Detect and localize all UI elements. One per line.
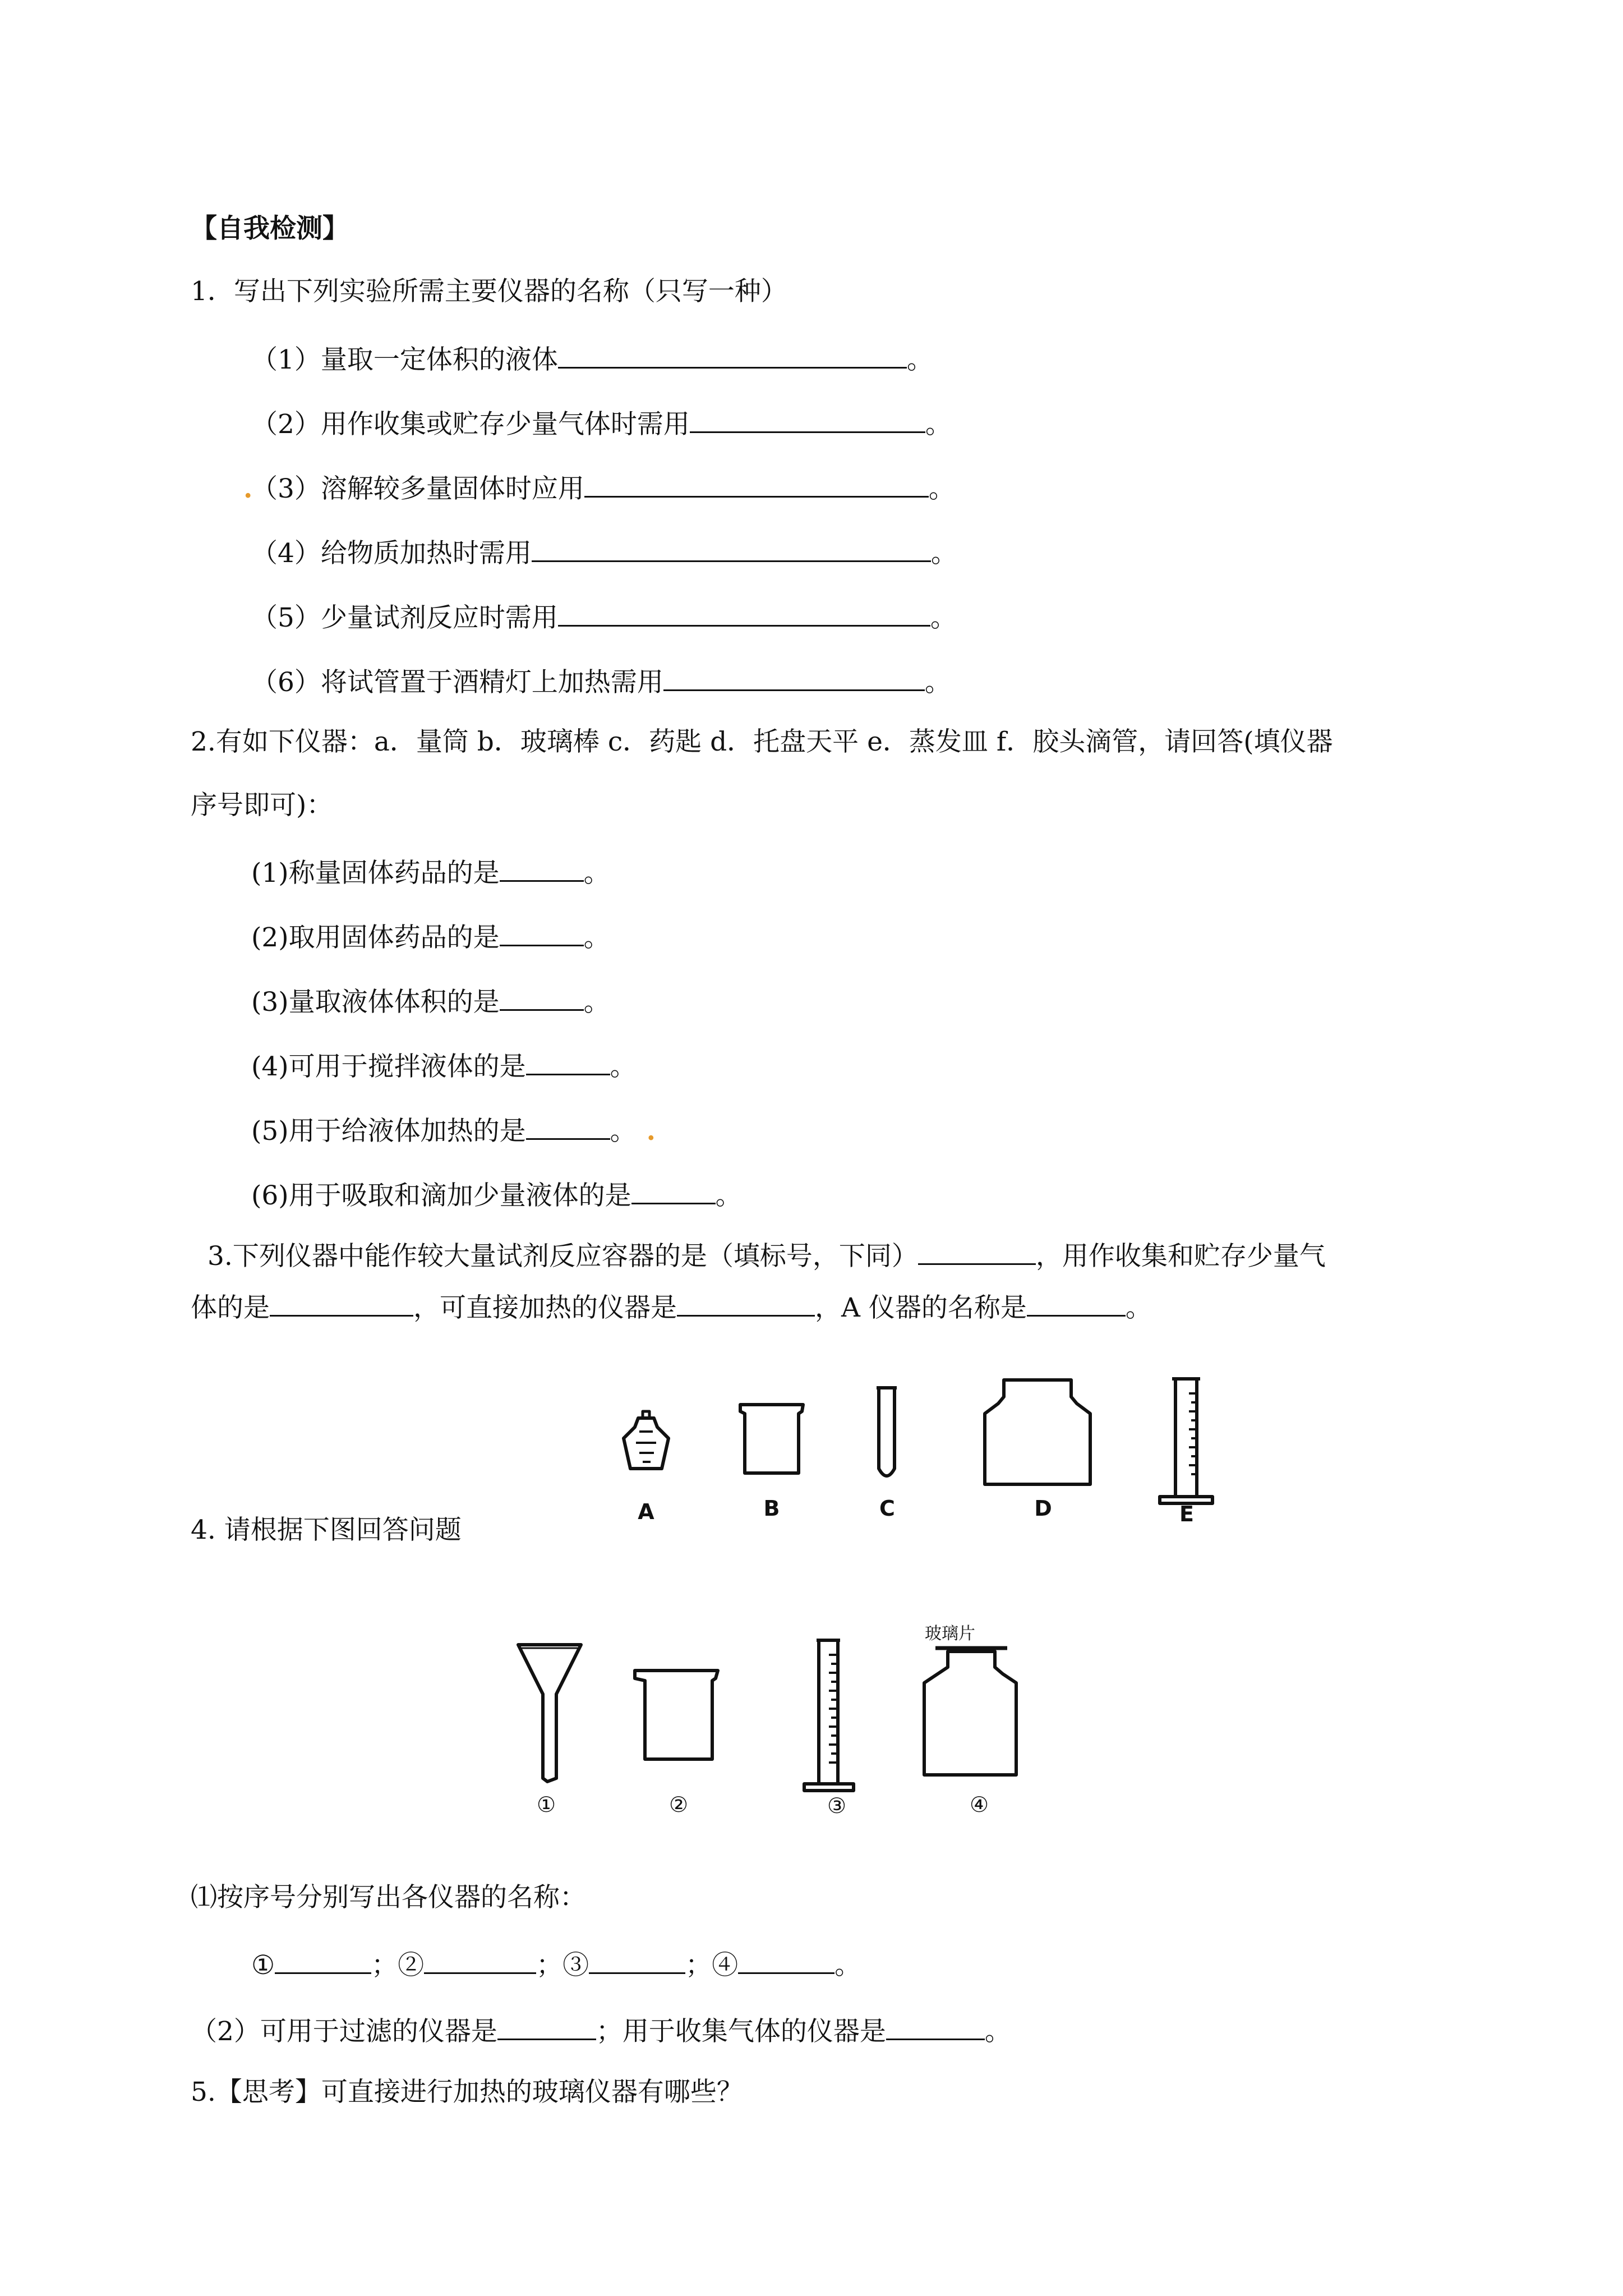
figure-label-d: D bbox=[1034, 1496, 1052, 1521]
q1-item-3-blank[interactable] bbox=[584, 470, 929, 498]
q3-line1 bbox=[208, 1237, 1326, 1273]
q1-item-2-label: （2）用作收集或贮存少量气体时需用 bbox=[251, 409, 690, 440]
alcohol-lamp-icon bbox=[624, 1411, 668, 1469]
q1-item-1 bbox=[251, 341, 933, 377]
q3-blank-direct-heating[interactable] bbox=[677, 1289, 815, 1317]
q4-sub2-end: 。 bbox=[984, 2016, 1011, 2047]
q4-name-4-blank[interactable] bbox=[738, 1947, 834, 1974]
q1-item-6-blank[interactable] bbox=[663, 664, 925, 691]
beaker-icon bbox=[740, 1405, 803, 1473]
q2-item-6-label: (6)用于吸取和滴加少量液体的是 bbox=[251, 1180, 631, 1211]
q4-blank-filtering[interactable] bbox=[497, 2013, 596, 2040]
q3-blank-gas-storage[interactable] bbox=[270, 1289, 413, 1317]
q1-item-6-end: 。 bbox=[924, 667, 951, 698]
figure-label-1: ① bbox=[536, 1792, 556, 1817]
q3-line2-text-a: 体的是 bbox=[191, 1292, 270, 1323]
q5-text: 5.【思考】可直接进行加热的玻璃仪器有哪些？ bbox=[191, 2077, 743, 2108]
q1-item-5-end: 。 bbox=[930, 602, 957, 633]
q4-stem: 4. 请根据下图回答问题 bbox=[191, 1515, 462, 1545]
q1-stem: 1．写出下列实验所需主要仪器的名称（只写一种） bbox=[191, 276, 787, 307]
q1-item-4-label: （4）给物质加热时需用 bbox=[251, 538, 532, 569]
q1-item-4 bbox=[251, 535, 957, 570]
q4-name-3-label: ③ bbox=[562, 1950, 589, 1981]
orange-dot-mark: . bbox=[646, 1116, 656, 1147]
q2-item-3-end: 。 bbox=[583, 987, 610, 1018]
q4-sep-3: ； bbox=[685, 1950, 712, 1981]
figure-label-3: ③ bbox=[827, 1793, 847, 1818]
q3-line1-text-b: ，用作收集和贮存少量气 bbox=[1035, 1241, 1326, 1272]
q1-item-1-end: 。 bbox=[906, 344, 933, 375]
q2-item-5 bbox=[251, 1112, 656, 1148]
beaker-icon bbox=[635, 1671, 718, 1759]
q2-item-3 bbox=[251, 983, 610, 1019]
figure-label-4: ④ bbox=[969, 1792, 989, 1817]
q2-item-2-end: 。 bbox=[583, 922, 610, 953]
q2-stem-line2: 序号即可)： bbox=[191, 790, 333, 821]
q1-item-1-blank[interactable] bbox=[558, 341, 907, 369]
figure-label-2: ② bbox=[668, 1792, 689, 1817]
q4-sep-1: ； bbox=[371, 1950, 398, 1981]
figure-label-b: B bbox=[763, 1496, 780, 1521]
q1-item-6 bbox=[251, 664, 951, 700]
q2-item-2 bbox=[251, 919, 610, 955]
q1-item-5-label: （5）少量试剂反应时需用 bbox=[251, 602, 558, 633]
q2-item-2-blank[interactable] bbox=[500, 919, 584, 946]
q2-item-4-end: 。 bbox=[610, 1051, 637, 1082]
q4-sub2-text-a: （2）可用于过滤的仪器是 bbox=[191, 2016, 497, 2047]
q3-blank-a-name[interactable] bbox=[1027, 1289, 1126, 1317]
graduated-cylinder-icon bbox=[804, 1640, 854, 1791]
figure-label-e: E bbox=[1179, 1502, 1194, 1526]
figure-label-a: A bbox=[638, 1499, 654, 1524]
q1-item-4-end: 。 bbox=[930, 538, 957, 569]
q2-item-4 bbox=[251, 1048, 637, 1084]
q2-item-1 bbox=[251, 854, 610, 890]
q2-item-3-label: (3)量取液体体积的是 bbox=[251, 987, 500, 1018]
q2-item-4-label: (4)可用于搅拌液体的是 bbox=[251, 1051, 526, 1082]
q3-line2-text-c: ，A 仪器的名称是 bbox=[815, 1292, 1027, 1323]
q2-stem-line1: 2.有如下仪器：a．量筒 b．玻璃棒 c．药匙 d．托盘天平 e．蒸发皿 f．胶头滴管，请回答(填仪器 bbox=[191, 726, 1333, 757]
q4-sep-2: ； bbox=[536, 1950, 563, 1981]
q4-names-row bbox=[251, 1947, 861, 1982]
figure-label-c: C bbox=[879, 1496, 895, 1521]
q4-name-1-blank[interactable] bbox=[275, 1947, 371, 1974]
q1-item-3-end: 。 bbox=[928, 473, 955, 504]
q2-item-4-blank[interactable] bbox=[526, 1048, 610, 1075]
q1-item-5 bbox=[251, 599, 957, 635]
q4-name-4-label: ④ bbox=[712, 1950, 739, 1981]
q3-line2-text-b: ，可直接加热的仪器是 bbox=[413, 1292, 677, 1323]
q2-item-2-label: (2)取用固体药品的是 bbox=[251, 922, 500, 953]
q4-sub1: ⑴按序号分别写出各仪器的名称： bbox=[191, 1882, 586, 1913]
q4-blank-gas-collection[interactable] bbox=[886, 2013, 985, 2040]
q1-item-2-blank[interactable] bbox=[690, 406, 925, 433]
q2-item-5-label: (5)用于给液体加热的是 bbox=[251, 1116, 526, 1147]
q2-item-3-blank[interactable] bbox=[500, 983, 584, 1011]
q3-line2-end: 。 bbox=[1125, 1292, 1152, 1323]
gas-jar-with-glass-plate-icon bbox=[924, 1648, 1016, 1775]
q4-name-2-label: ② bbox=[398, 1950, 425, 1981]
q1-item-6-label: （6）将试管置于酒精灯上加热需用 bbox=[251, 667, 663, 698]
gas-jar-icon bbox=[985, 1380, 1090, 1484]
q2-item-1-blank[interactable] bbox=[500, 854, 584, 882]
q2-item-5-end: 。 bbox=[610, 1116, 637, 1147]
q1-item-2 bbox=[251, 406, 952, 441]
q2-item-5-blank[interactable] bbox=[526, 1112, 610, 1140]
q3-line1-text-a: 3.下列仪器中能作较大量试剂反应容器的是（填标号，下同） bbox=[208, 1241, 918, 1272]
q2-item-1-end: 。 bbox=[583, 858, 610, 889]
graduated-cylinder-icon bbox=[1160, 1379, 1212, 1503]
q4-name-2-blank[interactable] bbox=[424, 1947, 536, 1974]
funnel-icon bbox=[518, 1645, 581, 1782]
q1-item-3 bbox=[243, 470, 955, 506]
apparatus-figure-1-4 bbox=[505, 1616, 1099, 1823]
q3-line2 bbox=[191, 1289, 1152, 1325]
section-heading: 【自我检测】 bbox=[191, 213, 349, 244]
q2-item-6 bbox=[251, 1177, 742, 1213]
q4-name-1-label: ① bbox=[251, 1950, 275, 1981]
q1-item-1-label: （1）量取一定体积的液体 bbox=[251, 344, 558, 375]
q1-item-3-label: （3）溶解较多量固体时应用 bbox=[251, 473, 584, 504]
q2-item-1-label: (1)称量固体药品的是 bbox=[251, 858, 500, 889]
q2-item-6-blank[interactable] bbox=[631, 1177, 716, 1204]
orange-dot-mark: . bbox=[243, 473, 253, 504]
q4-names-end: 。 bbox=[834, 1950, 861, 1981]
q1-item-5-blank[interactable] bbox=[558, 599, 930, 627]
apparatus-figure-a-e bbox=[606, 1369, 1223, 1531]
q4-sub2 bbox=[191, 2013, 1011, 2049]
glass-plate-label: 玻璃片 bbox=[925, 1624, 975, 1644]
test-tube-icon bbox=[877, 1388, 897, 1476]
q3-blank-reaction-vessel[interactable] bbox=[918, 1237, 1036, 1265]
q1-item-4-blank[interactable] bbox=[532, 535, 931, 562]
q1-item-2-end: 。 bbox=[925, 409, 952, 440]
q2-item-6-end: 。 bbox=[715, 1180, 742, 1211]
q4-name-3-blank[interactable] bbox=[589, 1947, 685, 1974]
q4-sub2-text-b: ；用于收集气体的仪器是 bbox=[596, 2016, 886, 2047]
